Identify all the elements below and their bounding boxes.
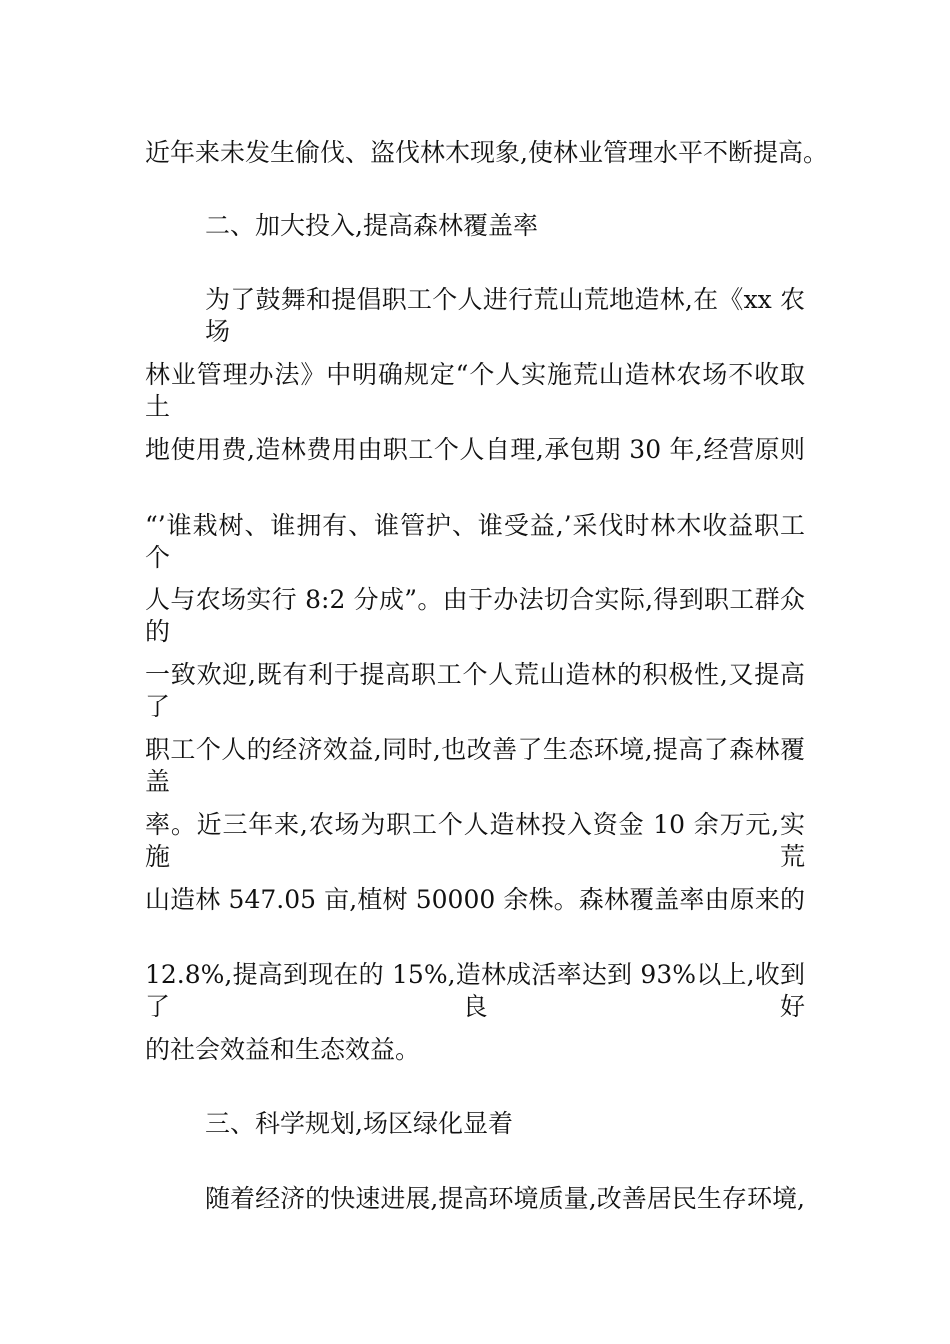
- paragraph-line: 职工个人的经济效益,同时,也改善了生态环境,提高了森林覆盖: [145, 735, 805, 796]
- paragraph-line: “’谁栽树、谁拥有、谁管护、谁受益,’采伐时林木收益职工个: [145, 511, 805, 572]
- section-heading: 二、加大投入,提高森林覆盖率: [205, 211, 538, 240]
- section-heading: 三、科学规划,场区绿化显着: [205, 1109, 513, 1138]
- paragraph-line: 为了鼓舞和提倡职工个人进行荒山荒地造林,在《xx 农场: [205, 285, 805, 346]
- paragraph-line: 山造林 547.05 亩,植树 50000 余株。森林覆盖率由原来的: [145, 885, 805, 914]
- paragraph-line: 的社会效益和生态效益。: [145, 1035, 421, 1064]
- paragraph-line: 近年来未发生偷伐、盗伐林木现象,使林业管理水平不断提高。: [145, 138, 828, 167]
- paragraph-line: 地使用费,造林费用由职工个人自理,承包期 30 年,经营原则: [145, 435, 805, 464]
- paragraph-line: 12.8%,提高到现在的 15%,造林成活率达到 93%以上,收到了良好: [145, 960, 805, 1021]
- paragraph-line: 人与农场实行 8:2 分成”。由于办法切合实际,得到职工群众的: [145, 585, 805, 646]
- paragraph-line: 林业管理办法》中明确规定“个人实施荒山造林农场不收取土: [145, 360, 805, 421]
- paragraph-line: 随着经济的快速进展,提高环境质量,改善居民生存环境,: [205, 1184, 805, 1213]
- paragraph-line: 率。近三年来,农场为职工个人造林投入资金 10 余万元,实施荒: [145, 810, 805, 871]
- paragraph-line: 一致欢迎,既有利于提高职工个人荒山造林的积极性,又提高了: [145, 660, 805, 721]
